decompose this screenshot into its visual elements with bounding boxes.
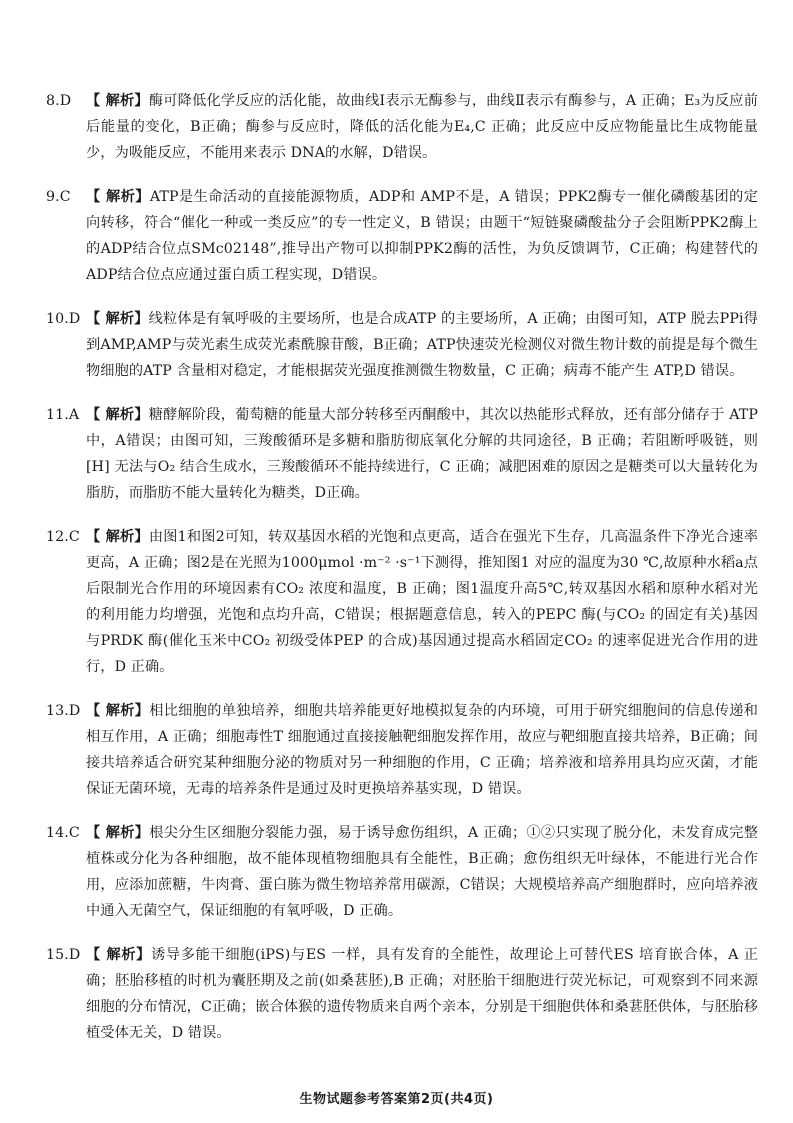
answer-item-12 <box>46 524 758 680</box>
answer-text: 根尖分生区细胞分裂能力强，易于诱导愈伤组织，A 正确；①②只实现了脱分化，未发育成完整植株或分化为各种细胞，故不能体现植物细胞具有全能性，B正确；愈伤组织无叶绿体，不能进行光合作用，应添加蔗糖，牛肉膏、蛋白胨为微生物培养常用碳源，C错误；大规模培养高产细胞群时，应向培养液中通入无菌空气，保证细胞的有氧呼吸，D 正确。 <box>86 825 758 919</box>
answer-number: 10.D <box>46 311 81 327</box>
analysis-tag: 【 解析】 <box>86 189 150 205</box>
answer-item-11 <box>46 402 758 506</box>
answer-text: 糖酵解阶段，葡萄糖的能量大部分转移至丙酮酸中，其次以热能形式释放，还有部分储存于 ATP中，A错误；由图可知，三羧酸循环是多糖和脂肪彻底氧化分解的共同途径，B 正确；若阻断呼吸链，则[H] 无法与O₂ 结合生成水，三羧酸循环不能持续进行，C 正确；减肥困难的原因之是糖类可以大量转化为脂肪，而脂肪不能大量转化为糖类，D正确。 <box>86 407 758 501</box>
page-footer: 生物试题参考答案第2页(共4页) <box>299 1092 494 1107</box>
answer-item-8 <box>46 88 758 166</box>
answer-number: 11.A <box>46 407 80 423</box>
analysis-tag: 【 解析】 <box>86 407 149 423</box>
answer-text: 酶可降低化学反应的活化能，故曲线Ⅰ表示无酶参与，曲线Ⅱ表示有酶参与，A 正确；E₃为反应前后能量的变化，B正确；酶参与反应时，降低的活化能为E₄,C 正确；此反应中反应物能量比生成物能量少，为吸能反应，不能用来表示 DNA的水解，D错误。 <box>86 93 758 161</box>
answer-number: 8.D <box>46 93 72 109</box>
analysis-tag: 【 解析】 <box>86 825 150 841</box>
answer-text: 由图1和图2可知，转双基因水稻的光饱和点更高，适合在强光下生存，几高温条件下净光合速率更高，A 正确；图2是在光照为1000μmol ·m⁻² ·s⁻¹下测得，推知图1 对应的温度为30 ℃,故原种水稻a点后限制光合作用的环境因素有CO₂ 浓度和温度，B 正确；图1温度升高5℃,转双基因水稻和原种水稻对光的利用能力均增强，光饱和点均升高，C错误；根据题意信息，转入的PEPC 酶(与CO₂ 的固定有关)基因与PRDK 酶(催化玉米中CO₂ 初级受体PEP 的合成)基因通过提高水稻固定CO₂ 的速率促进光合作用的进行，D 正确。 <box>86 529 758 675</box>
answer-text: ATP是生命活动的直接能源物质，ADP和 AMP不是，A 错误；PPK2酶专一催化磷酸基团的定向转移，符合“催化一种或一类反应”的专一性定义，B 错误；由题干“短链聚磷酸盐分子会阻断PPK2酶上的ADP结合位点SMc02148”,推导出产物可以抑制PPK2酶的活性，为负反馈调节，C正确；构建替代的ADP结合位点应通过蛋白质工程实现，D错误。 <box>86 189 758 283</box>
answer-list <box>46 88 758 1064</box>
answer-number: 13.D <box>46 703 81 719</box>
analysis-tag: 【 解析】 <box>86 311 149 327</box>
analysis-tag: 【 解析】 <box>86 529 149 545</box>
answer-item-10 <box>46 306 758 384</box>
answer-item-15 <box>46 942 758 1046</box>
analysis-tag: 【 解析】 <box>86 703 150 719</box>
answer-number: 15.D <box>46 947 81 963</box>
answer-text: 相比细胞的单独培养，细胞共培养能更好地模拟复杂的内环境，可用于研究细胞间的信息传递和相互作用，A 正确；细胞毒性T 细胞通过直接接触靶细胞发挥作用，故应与靶细胞直接共培养，B正确；间接共培养适合研究某种细胞分泌的物质对另一种细胞的作用，C 正确；培养液和培养用具均应灭菌，才能保证无菌环境，无毒的培养条件是通过及时更换培养基实现，D 错误。 <box>86 703 758 797</box>
answer-number: 14.C <box>46 825 80 841</box>
answer-number: 9.C <box>46 189 71 205</box>
answer-text: 诱导多能干细胞(iPS)与ES 一样，具有发育的全能性，故理论上可替代ES 培育嵌合体，A 正确；胚胎移植的时机为囊胚期及之前(如桑葚胚),B 正确；对胚胎干细胞进行荧光标记，可观察到不同来源细胞的分布情况，C正确；嵌合体猴的遗传物质来自两个亲本，分别是干细胞供体和桑葚胚供体，与胚胎移植受体无关，D 错误。 <box>86 947 758 1041</box>
answer-item-9 <box>46 184 758 288</box>
analysis-tag: 【 解析】 <box>86 947 152 963</box>
answer-item-13 <box>46 698 758 802</box>
answer-item-14 <box>46 820 758 924</box>
analysis-tag: 【 解析】 <box>86 93 149 109</box>
answer-text: 线粒体是有氧呼吸的主要场所，也是合成ATP 的主要场所，A 正确；由图可知，ATP 脱去PPi得到AMP,AMP与荧光素生成荧光素酰腺苷酸，B正确；ATP快速荧光检测仪对微生物计数的前提是每个微生物细胞的ATP 含量相对稳定，才能根据荧光强度推测微生物数量，C 正确；病毒不能产生 ATP,D 错误。 <box>86 311 758 379</box>
answer-number: 12.C <box>46 529 80 545</box>
